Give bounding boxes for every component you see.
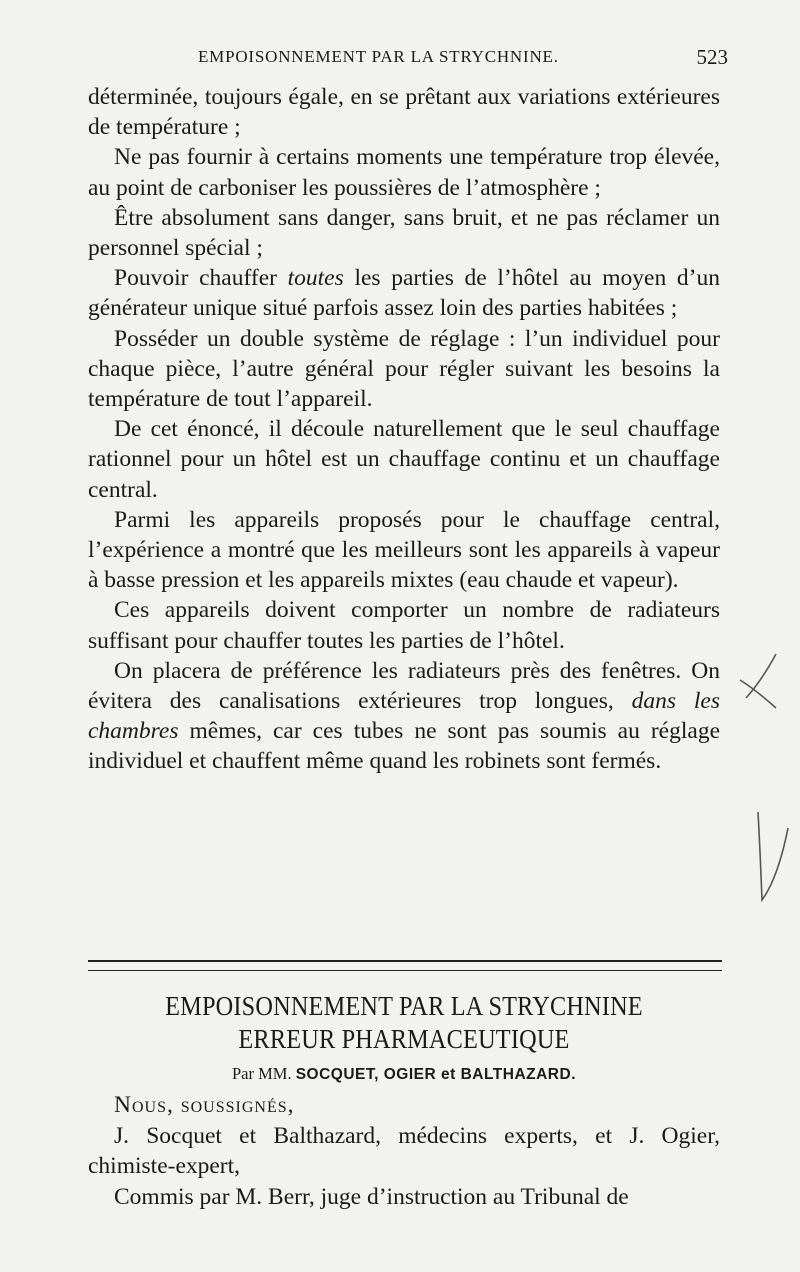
emphasis: dans les chambres	[88, 688, 721, 745]
paragraph: Posséder un double système de réglage : l’un individuel pour chaque pièce, l’autre général pour régler suivant les besoins la température de tout l’appareil.	[88, 325, 720, 413]
paragraph: De cet énoncé, il découle naturellement que le seul chauffage rationnel pour un hôtel est un chauffage continu et un chauffage central.	[88, 416, 720, 503]
emphasis: toutes	[287, 265, 344, 292]
paragraph: Être absolument sans danger, sans bruit, et ne pas réclamer un personnel spécial ;	[88, 204, 720, 262]
article-subtitle-line: ERREUR PHARMACEUTIQUE	[238, 1024, 570, 1054]
section-divider	[88, 960, 722, 971]
article	[88, 990, 720, 1212]
byline-prefix: Par MM.	[231, 1064, 296, 1083]
article-body	[88, 1090, 720, 1212]
paragraph: Pouvoir chauffer toutes les parties de l’hôtel au moyen d’un générateur unique situé parfois assez loin des parties habitées ;	[88, 265, 720, 322]
opening-line: Nous, soussignés,	[114, 1092, 295, 1118]
byline-authors: SOCQUET, OGIER et BALTHAZARD.	[295, 1066, 577, 1083]
body-text	[88, 82, 720, 777]
paragraph-continuation: déterminée, toujours égale, en se prêtant aux variations extérieures de température ;	[88, 84, 720, 141]
paragraph: J. Socquet et Balthazard, médecins experts, et J. Ogier, chimiste-expert,	[88, 1122, 720, 1179]
page-number: 523	[696, 44, 728, 69]
running-head	[88, 40, 728, 74]
paragraph: Commis par M. Berr, juge d’instruction au Tribunal de	[114, 1183, 629, 1210]
article-title	[120, 990, 689, 1056]
paragraph: Parmi les appareils proposés pour le chauffage central, l’expérience a montré que les meilleurs sont les appareils à vapeur à basse pression et les appareils mixtes (eau chaude et vapeur).	[88, 506, 720, 594]
pencil-check-mark-icon	[748, 808, 794, 908]
paragraph: On placera de préférence les radiateurs près des fenêtres. On évitera des canalisations extérieures trop longues, dans les chambres mêmes, car ces tubes ne sont pas soumis au réglage individuel et chauffent même quand les robinets sont fermés.	[88, 657, 721, 775]
byline	[88, 1064, 720, 1084]
paragraph: Ces appareils doivent comporter un nombre de radiateurs suffisant pour chauffer toutes les parties de l’hôtel.	[88, 597, 720, 654]
paragraph: Ne pas fournir à certains moments une température trop élevée, au point de carboniser les poussières de l’atmosphère ;	[88, 144, 720, 201]
article-title-line: EMPOISONNEMENT PAR LA STRYCHNINE	[165, 991, 643, 1021]
pencil-cross-mark-icon	[736, 650, 784, 710]
running-title: EMPOISONNEMENT PAR LA STRYCHNINE.	[198, 47, 559, 66]
